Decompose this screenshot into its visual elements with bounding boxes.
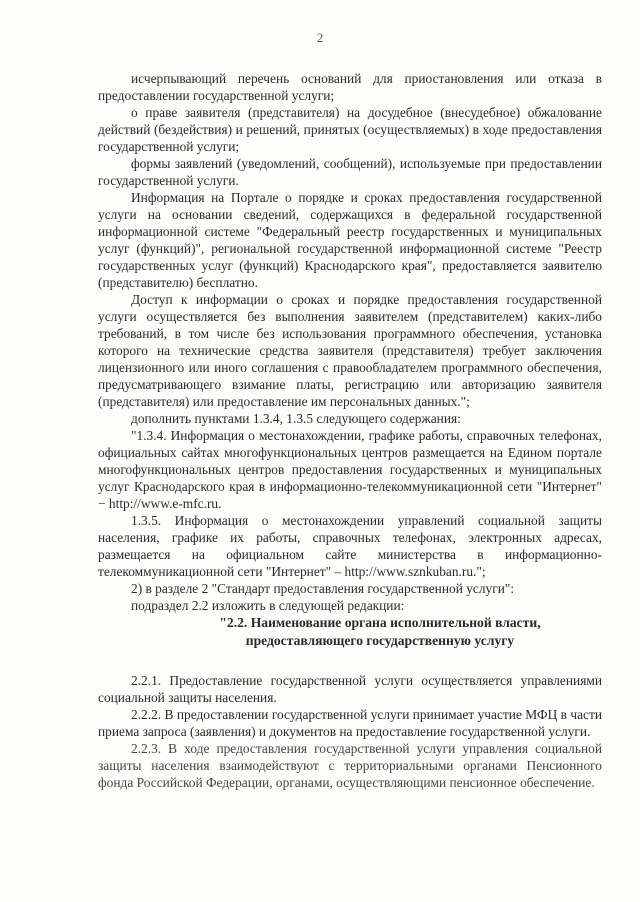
document-body xyxy=(98,70,602,791)
paragraph-application-forms: формы заявлений (уведомлений, сообщений), используемые при предоставлении государственной услуги. xyxy=(98,156,602,188)
section-heading-line-2: предоставляющего государственную услугу xyxy=(245,633,515,648)
heading-spacer xyxy=(98,650,602,672)
paragraph-appeal-right: о праве заявителя (представителя) на досудебное (внесудебное) обжалование действий (бездействия) и решений, принятых (осуществляемых) в ходе предоставления государственной услуги; xyxy=(98,105,602,154)
paragraph-2-2-2: 2.2.2. В предоставлении государственной услуги принимает участие МФЦ в части приема запроса (заявления) и документов на предоставление государственной услуги. xyxy=(98,707,602,739)
paragraph-grounds-list: исчерпывающий перечень оснований для приостановления или отказа в предоставлении государственной услуги; xyxy=(98,71,602,103)
paragraph-portal-info: Информация на Портале о порядке и сроках предоставления государственной услуги на основании сведений, содержащихся в федеральной государственной информационной системе "Федеральный реестр государственных и муниципальных услуг (функций)", региональной государственной информационной системе "Реестр государственных услуг (функций) Краснодарского края", предоставляется заявителю (представителю) бесплатно. xyxy=(98,190,602,290)
paragraph-1-3-4: "1.3.4. Информация о местонахождении, графике работы, справочных телефонах, официальных сайтах многофункциональных центров размещается на Едином портале многофункциональных центров предоставления государственных и муниципальных услуг Краснодарского края в информационно-телекоммуникационной сети "Интернет" − http://www.e-mfc.ru. xyxy=(98,428,602,511)
paragraph-2-2-3: 2.2.3. В ходе предоставления государственной услуги управления социальной защиты населения взаимодействуют с территориальными органами Пенсионного фонда Российской Федерации, органами, осуществляющими пенсионное обеспечение. xyxy=(98,741,602,790)
paragraph-subsection-2-2: подраздел 2.2 изложить в следующей редакции: xyxy=(131,598,405,613)
page-number: 2 xyxy=(316,30,324,45)
paragraph-access-info: Доступ к информации о сроках и порядке предоставления государственной услуги осуществляется без выполнения заявителем (представителем) каких-либо требований, в том числе без использования программного обеспечения, установка которого на технические средства заявителя (представителя) требует заключения лицензионного или иного соглашения с правообладателем программного обеспечения, предусматривающего взимание платы, регистрацию или авторизацию заявителя (представителя) или предоставление им персональных данных."; xyxy=(98,292,602,409)
paragraph-1-3-5: 1.3.5. Информация о местонахождении управлений социальной защиты населения, графике их работы, справочных телефонах, электронных адресах, размещается на официальном сайте министерства в информационно-телекоммуникационной сети "Интернет" – http://www.sznkuban.ru."; xyxy=(98,513,602,579)
section-heading-line-1: "2.2. Наименование органа исполнительной власти, xyxy=(219,615,541,630)
paragraph-2-2-1: 2.2.1. Предоставление государственной услуги осуществляется управлениями социальной защиты населения. xyxy=(98,673,602,705)
paragraph-section-2: 2) в разделе 2 "Стандарт предоставления государственной услуги": xyxy=(131,581,515,596)
paragraph-add-points: дополнить пунктами 1.3.4, 1.3.5 следующего содержания: xyxy=(131,411,461,426)
